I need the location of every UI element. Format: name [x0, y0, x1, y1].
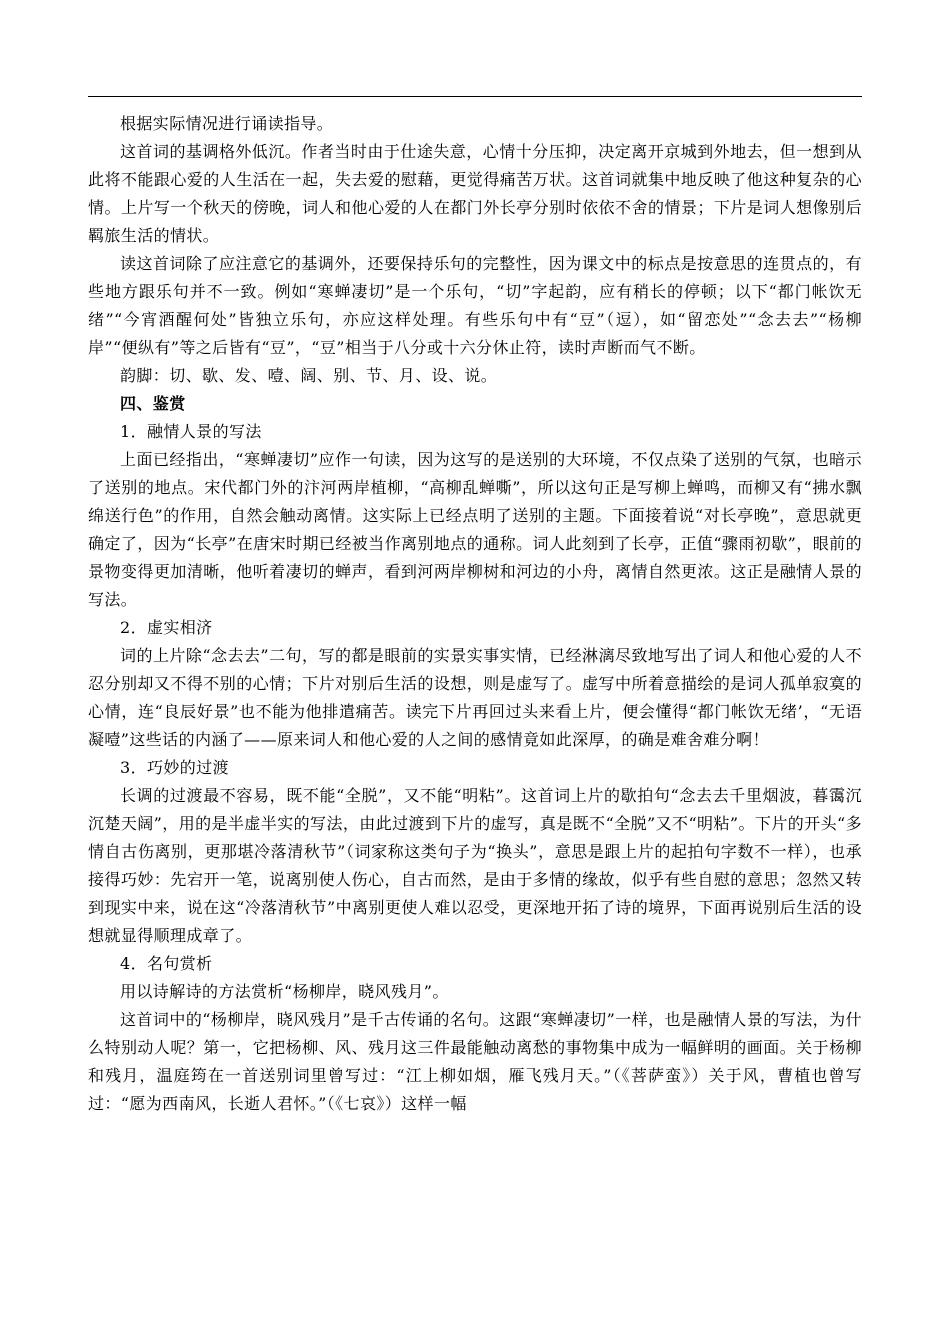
- paragraph-reading-phrases: 读这首词除了应注意它的基调外，还要保持乐句的完整性，因为课文中的标点是按意思的连贯点的，有些地方跟乐句并不一致。例如“寒蝉凄切”是一个乐句，“切”字起韵，应有稍长的停顿；以下“都门帐饮无绪”“今宵酒醒何处”皆独立乐句，亦应这样处理。有些乐句中有“豆”（逗），如“留恋处”“念去去”“杨柳岸”“便纵有”等之后皆有“豆”，“豆”相当于八分或十六分休止符，读时声断而气不断。: [88, 254, 862, 357]
- paragraph-real-virtual: 词的上片除“念去去”二句，写的都是眼前的实景实事实情，已经淋漓尽致地写出了词人和他心爱的人不忍分别却又不得不别的心情；下片对别后生活的设想，则是虚写了。虚写中所着意描绘的是词人孤单寂寞的心情，连“良辰好景”也不能为他排遣痛苦。读完下片再回过头来看上片，便会懂得“都门帐饮无绪’，“无语凝噎”这些话的内涵了——原来词人和他心爱的人之间的感情竟如此深厚，的确是难舍难分啊！: [88, 646, 862, 749]
- paragraph-tone: 这首词的基调格外低沉。作者当时由于仕途失意，心情十分压抑，决定离开京城到外地去，但一想到从此将不能跟心爱的人生活在一起，失去爱的慰藉，更觉得痛苦万状。这首词就集中地反映了他这种复杂的心情。上片写一个秋天的傍晚，词人和他心爱的人在都门外长亭分别时依依不舍的情景；下片是词人想像别后羁旅生活的情状。: [88, 142, 862, 245]
- header-rule: [88, 96, 862, 97]
- subheading-2: 2．虚实相济: [120, 618, 213, 637]
- paragraph-transition: 长调的过渡最不容易，既不能“全脱”，又不能“明粘”。这首词上片的歇拍句“念去去千里烟波，暮霭沉沉楚天阔”，用的是半虚半实的写法，由此过渡到下片的虚写，真是既不“全脱”又不“明粘”。下片的开头“多情自古伤离别，更那堪冷落清秋节”（词家称这类句子为“换头”，意思是跟上片的起拍句字数不一样），也承接得巧妙：先宕开一笔，说离别使人伤心，自古而然，是由于多情的缘故，似乎有些自慰的意思；忽然又转到现实中来，说在这“冷落清秋节”中离别更使人难以忍受，更深地开拓了诗的境界，下面再说别后生活的设想就显得顺理成章了。: [88, 786, 862, 945]
- subheading-4: 4．名句赏析: [120, 954, 213, 973]
- paragraph-famous-line: 这首词中的“杨柳岸，晓风残月”是千古传诵的名句。这跟“寒蝉凄切”一样，也是融情人景的写法，为什么特别动人呢？第一，它把杨柳、风、残月这三件最能触动离愁的事物集中成为一幅鲜明的画面。关于杨柳和残月，温庭筠在一首送别词里曾写过：“江上柳如烟，雁飞残月天。”（《菩萨蛮》）关于风，曹植也曾写过：“愿为西南风，长逝人君怀。”（《七哀》）这样一幅: [88, 1010, 862, 1113]
- subheading-1: 1．融情人景的写法: [120, 422, 262, 441]
- document-body: [88, 110, 862, 1118]
- paragraph-recitation-guidance: 根据实际情况进行诵读指导。: [120, 114, 334, 133]
- paragraph-method: 用以诗解诗的方法赏析“杨柳岸，晓风残月”。: [120, 982, 449, 1001]
- paragraph-rhymes: 韵脚：切、歇、发、噎、阔、别、节、月、设、说。: [120, 366, 498, 385]
- paragraph-scene-emotion: 上面已经指出，“寒蝉凄切”应作一句读，因为这写的是送别的大环境，不仅点染了送别的气氛，也暗示了送别的地点。宋代都门外的汴河两岸植柳，“高柳乱蝉嘶”，所以这句正是写柳上蝉鸣，而柳又有“拂水飘绵送行色”的作用，自然会触动离情。这实际上已经点明了送别的主题。下面接着说“对长亭晚”，意思就更确定了，因为“长亭”在唐宋时期已经被当作离别地点的通称。词人此刻到了长亭，正值“骤雨初歇”，眼前的景物变得更加清晰，他听着凄切的蝉声，看到河两岸柳树和河边的小舟，离情自然更浓。这正是融情人景的写法。: [88, 450, 862, 609]
- section-heading-appreciation: 四、鉴赏: [120, 394, 186, 413]
- subheading-3: 3．巧妙的过渡: [120, 758, 229, 777]
